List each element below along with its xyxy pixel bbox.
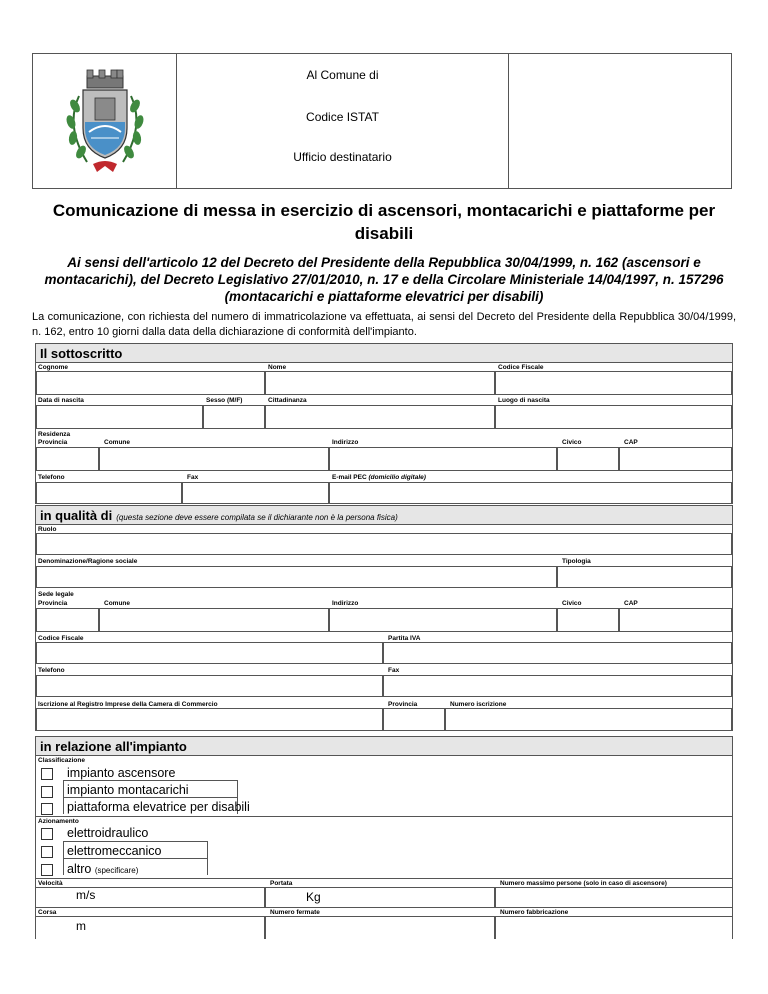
pec-note: (domicilio digitale) xyxy=(368,474,426,481)
ufficio-label: Ufficio destinatario xyxy=(293,150,392,164)
telefono-label: Telefono xyxy=(38,667,65,674)
ascensore-option: impianto ascensore xyxy=(67,766,176,780)
civico-label: Civico xyxy=(562,600,582,607)
tipologia-field[interactable] xyxy=(557,566,732,588)
num-persone-field[interactable] xyxy=(495,887,732,907)
cap-label: CAP xyxy=(624,600,638,607)
pec-field[interactable] xyxy=(329,482,732,504)
altro-option xyxy=(67,861,138,879)
page-title: Comunicazione di messa in esercizio di ascensori, montacarichi e piattaforme per disabili xyxy=(52,201,716,243)
fax-label: Fax xyxy=(187,474,199,481)
iscrizione-provincia-label: Provincia xyxy=(388,701,418,708)
provincia-label: Provincia xyxy=(38,600,68,607)
cittadinanza-label: Cittadinanza xyxy=(268,397,307,404)
codice-fiscale-field[interactable] xyxy=(495,371,732,395)
cognome-label: Cognome xyxy=(38,364,68,371)
altro-text: altro xyxy=(67,862,92,876)
luogo-nascita-field[interactable] xyxy=(495,405,732,429)
recipient-cell xyxy=(177,54,509,188)
elettroidraulico-option: elettroidraulico xyxy=(67,826,149,840)
sesso-label: Sesso (M/F) xyxy=(206,397,243,404)
sede-indirizzo-field[interactable] xyxy=(329,608,557,632)
altro-checkbox[interactable] xyxy=(41,864,53,876)
data-nascita-label: Data di nascita xyxy=(38,397,84,404)
portata-unit: Kg xyxy=(306,890,321,904)
istat-label: Codice ISTAT xyxy=(306,110,379,124)
indirizzo-label: Indirizzo xyxy=(332,439,359,446)
numero-iscrizione-field[interactable] xyxy=(445,708,732,731)
comune-label: Comune xyxy=(104,439,130,446)
sede-legale-label: Sede legale xyxy=(38,591,74,598)
luogo-nascita-label: Luogo di nascita xyxy=(498,397,550,404)
num-persone-label: Numero massimo persone (solo in caso di ascensore) xyxy=(500,880,667,887)
partita-iva-field[interactable] xyxy=(383,642,732,664)
denominazione-label: Denominazione/Ragione sociale xyxy=(38,558,138,565)
indirizzo-field[interactable] xyxy=(329,447,557,471)
ascensore-checkbox[interactable] xyxy=(41,768,53,780)
ruolo-label: Ruolo xyxy=(38,526,57,533)
sede-civico-field[interactable] xyxy=(557,608,619,632)
sede-comune-field[interactable] xyxy=(99,608,329,632)
provincia-field[interactable] xyxy=(36,447,99,471)
sede-provincia-field[interactable] xyxy=(36,608,99,632)
iscrizione-label: Iscrizione al Registro Imprese della Camera di Commercio xyxy=(38,701,218,708)
montacarichi-option: impianto montacarichi xyxy=(67,783,189,797)
iscrizione-provincia-field[interactable] xyxy=(383,708,445,731)
indirizzo-label: Indirizzo xyxy=(332,600,359,607)
corsa-unit: m xyxy=(76,919,86,933)
comune-field[interactable] xyxy=(99,447,329,471)
elettroidraulico-checkbox[interactable] xyxy=(41,828,53,840)
velocita-label: Velocità xyxy=(36,878,732,888)
montacarichi-checkbox[interactable] xyxy=(41,786,53,798)
intro-text: La comunicazione, con richiesta del numero di immatricolazione va effettuata, ai sensi del Decreto del Presidente della Repubblica 30/04/1999, n. 162, entro 10 giorni dalla data della dichiarazione di conformità dell'impianto. xyxy=(32,311,736,338)
comune-label: Al Comune di xyxy=(306,68,379,82)
crest-cell xyxy=(33,54,177,188)
num-fabbricazione-field[interactable] xyxy=(495,916,732,939)
tipologia-label: Tipologia xyxy=(562,558,591,565)
sede-cf-field[interactable] xyxy=(36,642,383,664)
civico-field[interactable] xyxy=(557,447,619,471)
sede-telefono-field[interactable] xyxy=(36,675,383,697)
ruolo-field[interactable] xyxy=(36,533,732,555)
velocita-field[interactable] xyxy=(36,887,265,907)
cap-field[interactable] xyxy=(619,447,732,471)
fax-label: Fax xyxy=(388,667,400,674)
piva-label: Partita IVA xyxy=(388,635,421,642)
num-fermate-field[interactable] xyxy=(265,916,495,939)
classificazione-label: Classificazione xyxy=(38,757,85,764)
piattaforma-checkbox[interactable] xyxy=(41,803,53,815)
residenza-label: Residenza xyxy=(38,431,71,438)
nome-field[interactable] xyxy=(265,371,495,395)
nome-label: Nome xyxy=(268,364,287,371)
cittadinanza-field[interactable] xyxy=(265,405,495,429)
elettromeccanico-checkbox[interactable] xyxy=(41,846,53,858)
cognome-field[interactable] xyxy=(36,371,265,395)
denominazione-field[interactable] xyxy=(36,566,557,588)
telefono-label: Telefono xyxy=(38,474,65,481)
num-fermate-label: Numero fermate xyxy=(270,909,320,916)
municipal-crest-icon xyxy=(57,66,153,178)
section-heading: in relazione all'impianto xyxy=(40,739,187,754)
section-heading: Il sottoscritto xyxy=(40,346,123,361)
cap-label: CAP xyxy=(624,439,638,446)
fax-field[interactable] xyxy=(182,482,329,504)
portata-field[interactable] xyxy=(265,887,495,907)
sede-cap-field[interactable] xyxy=(619,608,732,632)
corsa-label: Corsa xyxy=(36,907,732,917)
altro-note: (specificare) xyxy=(94,866,139,875)
iscrizione-field[interactable] xyxy=(36,708,383,731)
sede-fax-field[interactable] xyxy=(383,675,732,697)
data-nascita-field[interactable] xyxy=(36,405,203,429)
section-sottoscritto xyxy=(35,343,733,363)
azionamento-label: Azionamento xyxy=(36,816,732,826)
portata-label: Portata xyxy=(270,880,293,887)
page-subtitle: Ai sensi dell'articolo 12 del Decreto del Presidente della Repubblica 30/04/1999, n. 162 (ascensori e montacarichi), del Decreto Legislativo 27/01/2010, n. 17 e della Circolare Ministeriale 14/04/1997, n. 157296 (montacarichi e piattaforme elevatrici per disabili) xyxy=(44,255,724,304)
cf-label: Codice Fiscale xyxy=(38,635,84,642)
pec-label xyxy=(330,473,426,482)
comune-label: Comune xyxy=(104,600,130,607)
velocita-unit: m/s xyxy=(76,888,96,902)
num-fabbricazione-label: Numero fabbricazione xyxy=(500,909,569,916)
cf-label: Codice Fiscale xyxy=(498,364,544,371)
telefono-field[interactable] xyxy=(36,482,182,504)
corsa-field[interactable] xyxy=(36,916,265,939)
header-table xyxy=(32,53,732,189)
civico-label: Civico xyxy=(562,439,582,446)
provincia-label: Provincia xyxy=(38,439,68,446)
pec-text: E-mail PEC xyxy=(332,474,367,481)
piattaforma-option: piattaforma elevatrice per disabili xyxy=(67,800,250,814)
section-qualita xyxy=(35,505,733,525)
numero-iscrizione-label: Numero iscrizione xyxy=(450,701,507,708)
section-heading: in qualità di xyxy=(40,508,113,523)
section-note: (questa sezione deve essere compilata se il dichiarante non è la persona fisica) xyxy=(116,513,398,522)
sesso-field[interactable] xyxy=(203,405,265,429)
section-impianto xyxy=(35,736,733,756)
elettromeccanico-option: elettromeccanico xyxy=(67,844,162,858)
